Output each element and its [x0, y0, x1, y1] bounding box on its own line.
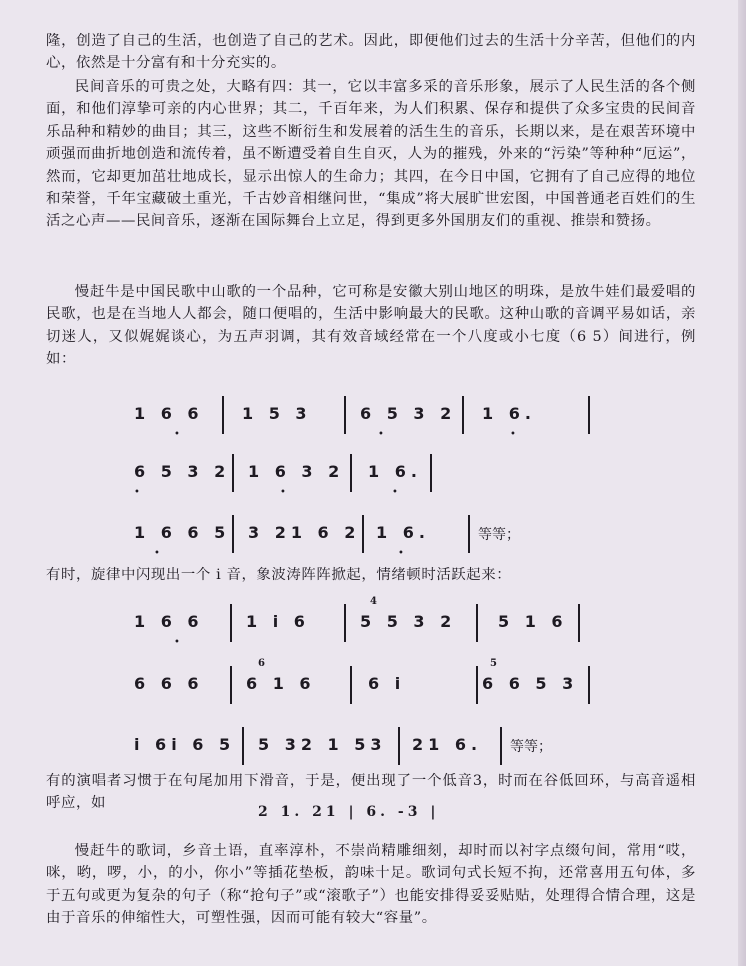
octave-dot: • — [134, 487, 140, 498]
octave-dot: • — [510, 429, 516, 440]
barline — [588, 396, 590, 434]
score-measure: 6 6 5 3 — [482, 674, 579, 693]
barline — [468, 515, 470, 553]
score-measure: 1 6 6 5 — [134, 523, 231, 542]
barline — [430, 454, 432, 492]
score-measure: 1 i 6 — [246, 612, 310, 631]
paragraph-1: 隆，创造了自己的生活，也创造了自己的艺术。因此，即便他们过去的生活十分辛苦，但他们的内心，依然是十分富有和十分充实的。 — [46, 33, 696, 72]
barline — [344, 604, 346, 642]
score-measure: 3 21 6 2 — [248, 523, 361, 542]
octave-dot: • — [392, 487, 398, 498]
paragraph-2: 民间音乐的可贵之处，大略有四：其一，它以丰富多采的音乐形象，展示了人民生活的各个侧面，和他们淳挚可亲的内心世界；其二，千百年来，为人们积累、保存和提供了众多宝贵的民间音乐品种和精妙的曲目；其三，这些不断衍生和发展着的活生生的音乐，长期以来，是在艰苦环境中顽强而曲折地创造和流传着，虽不断遭受着自生自灭，人为的摧残，外来的“污染”等种种“厄运”，然而，它却更加茁壮地成长，显示出惊人的生命力；其四，在今日中国，它拥有了自己应得的地位和荣誉，千年宝藏破土重光，千古妙音相继问世，“集成”将大展旷世宏图，中国普通老百姓们的生活之心声——民间音乐，逐渐在国际舞台上立足，得到更多外国朋友们的重视、推崇和赞扬。 — [46, 79, 696, 230]
barline — [242, 727, 244, 765]
score-measure: 1 6 6 — [134, 612, 204, 631]
score-measure: 5 32 1 53 — [258, 735, 387, 754]
barline — [230, 666, 232, 704]
score-measure: i 6i 6 5 — [134, 735, 236, 754]
grace-note: 6 — [258, 658, 265, 669]
octave-dot: • — [378, 429, 384, 440]
score-measure: 6 1 6 — [246, 674, 316, 693]
score-measure: 6 5 3 2 — [360, 404, 457, 423]
score-measure: 1 6. — [482, 404, 536, 423]
score-line-5 — [130, 658, 620, 718]
score-line-1 — [130, 396, 620, 448]
barline — [500, 727, 502, 765]
barline — [230, 604, 232, 642]
barline — [350, 666, 352, 704]
barline — [222, 396, 224, 434]
etc-label: 等等； — [510, 739, 552, 755]
score-measure: 5 1 6 — [498, 612, 568, 631]
score-measure: 6 i — [368, 674, 406, 693]
octave-dot: • — [174, 429, 180, 440]
grace-note: 5 — [490, 658, 497, 669]
score-line-2 — [130, 454, 620, 506]
barline — [462, 396, 464, 434]
grace-note: 4 — [370, 596, 377, 607]
inline-score-example: 2 1. 21 | 6. -3 | — [258, 804, 440, 820]
etc-label: 等等； — [478, 527, 520, 543]
score-measure: 21 6. — [412, 735, 483, 754]
octave-dot: • — [154, 548, 160, 559]
score-measure: 1 6. — [368, 462, 422, 481]
score-measure: 1 5 3 — [242, 404, 312, 423]
barline — [588, 666, 590, 704]
score-line-4 — [130, 596, 620, 656]
barline — [578, 604, 580, 642]
barline — [350, 454, 352, 492]
octave-dot: • — [398, 548, 404, 559]
paragraph-3: 慢赶牛是中国民歌中山歌的一个品种，它可称是安徽大别山地区的明珠，是放牛娃们最爱唱的民歌，也是在当地人人都会，随口便唱的，生活中影响最大的民歌。这种山歌的音调平易如话，亲切迷人，又似娓娓谈心，为五声羽调，其有效音域经常在一个八度或小七度（6 5）间进行，例如： — [46, 284, 696, 368]
score-measure: 6 5 3 2 — [134, 462, 231, 481]
score-line-3 — [130, 515, 620, 567]
barline — [476, 604, 478, 642]
octave-dot: • — [280, 487, 286, 498]
score-measure: 5 5 3 2 — [360, 612, 457, 631]
paragraph-5: 有的演唱者习惯于在句尾加用下滑音，于是，便出现了一个低音3，时而在谷低回环，与高音遥相呼应，如 — [46, 773, 696, 812]
barline — [362, 515, 364, 553]
score-measure: 1 6 3 2 — [248, 462, 345, 481]
barline — [232, 454, 234, 492]
octave-dot: • — [174, 637, 180, 648]
barline — [344, 396, 346, 434]
paragraph-4: 有时，旋律中闪现出一个 i 音，象波涛阵阵掀起，情绪顿时活跃起来： — [46, 567, 512, 583]
score-measure: 1 6 6 — [134, 404, 204, 423]
paragraph-6: 慢赶牛的歌词，乡音土语，直率淳朴，不崇尚精雕细刻，却时而以衬字点缀句间，常用“哎，咪，哟，啰，小，的小，你小”等插花垫板，韵味十足。歌词句式长短不拘，还常喜用五句体，多于五句或更为复杂的句子（称“抢句子”或“滚歌子”）也能安排得妥妥贴贴，处理得合情合理，这是由于音乐的伸缩性大，可塑性强，因而可能有较大“容量”。 — [46, 843, 696, 927]
barline — [476, 666, 478, 704]
page-edge — [738, 0, 746, 966]
score-measure: 6 6 6 — [134, 674, 204, 693]
barline — [232, 515, 234, 553]
barline — [398, 727, 400, 765]
score-measure: 1 6. — [376, 523, 430, 542]
